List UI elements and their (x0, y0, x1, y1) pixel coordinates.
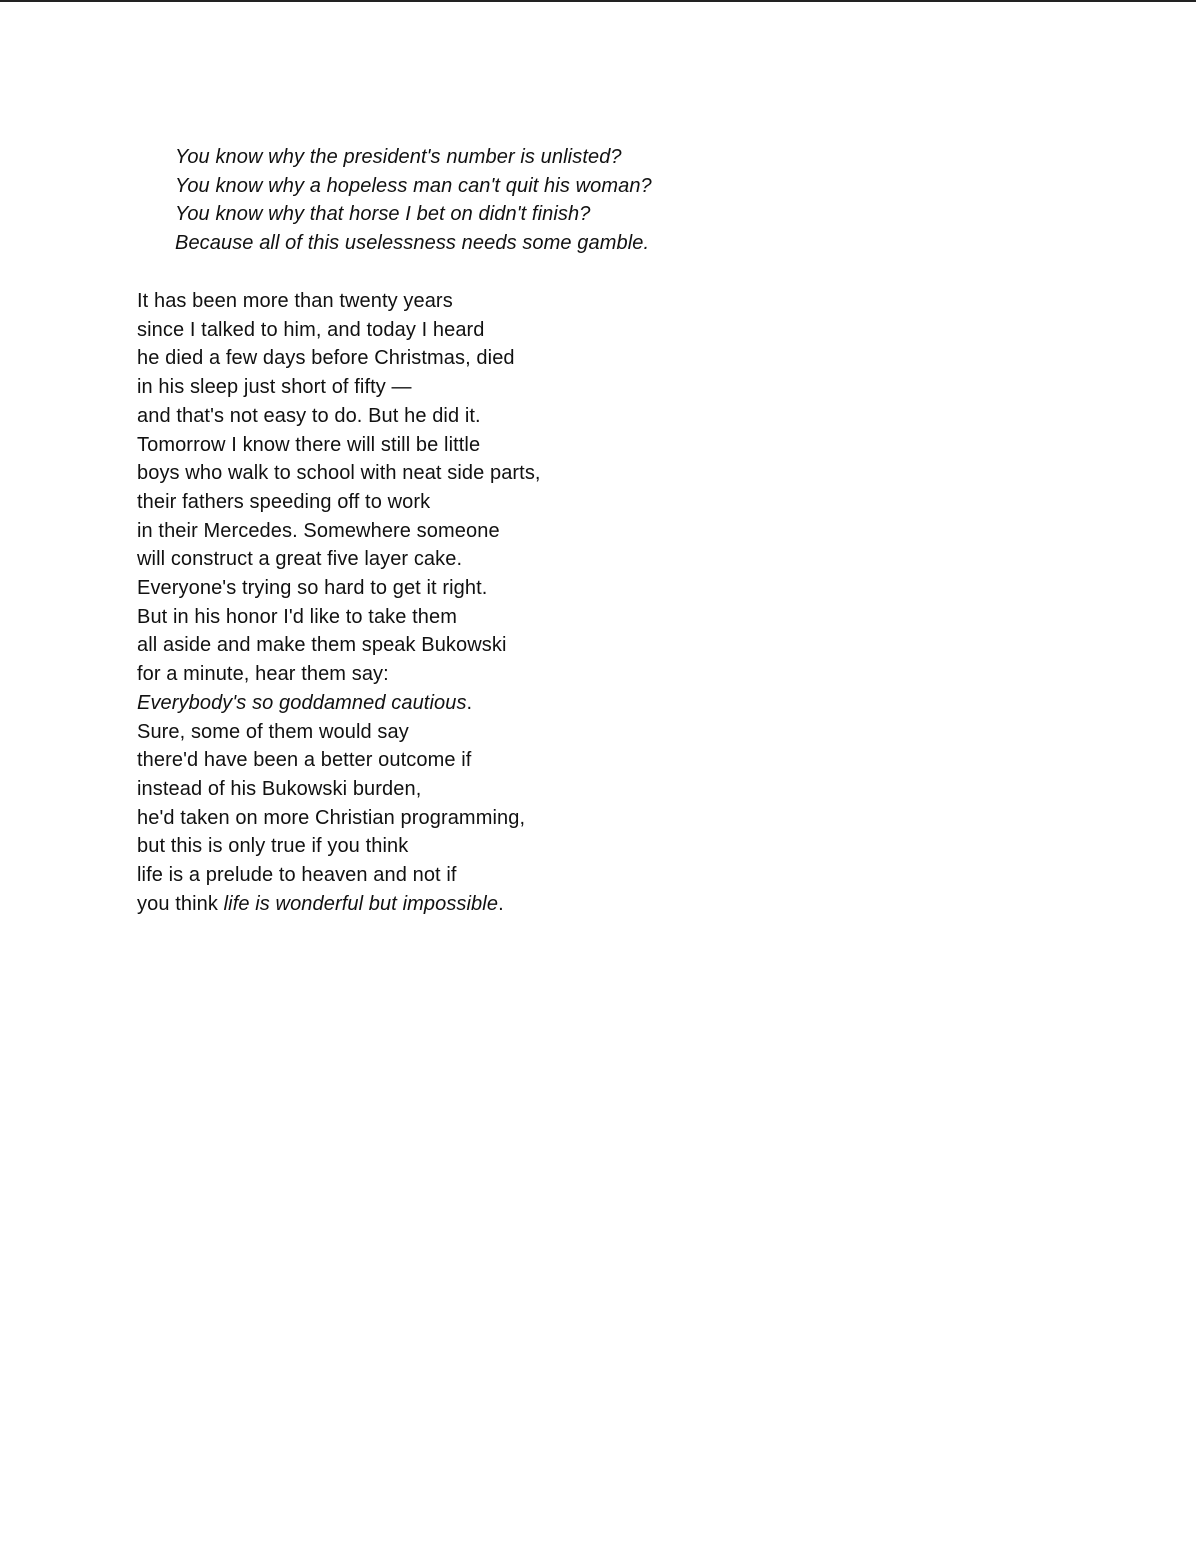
poem-line: boys who walk to school with neat side parts, (137, 462, 541, 485)
epigraph-line: You know why that horse I bet on didn't finish? (175, 203, 591, 226)
poem-line: he'd taken on more Christian programming, (137, 806, 526, 829)
poem-line-cautious (137, 689, 541, 718)
poem-line: for a minute, hear them say: (137, 663, 389, 686)
poem-line: since I talked to him, and today I heard (137, 318, 485, 341)
line-punctuation: . (466, 691, 473, 714)
poem-line: but this is only true if you think (137, 835, 409, 858)
poem-line: will construct a great five layer cake. (137, 548, 463, 571)
poem-line: in their Mercedes. Somewhere someone (137, 519, 500, 542)
poem-line: Sure, some of them would say (137, 720, 409, 743)
poem-line: there'd have been a better outcome if (137, 749, 472, 772)
poem-line: all aside and make them speak Bukowski (137, 634, 507, 657)
poem-line: he died a few days before Christmas, died (137, 347, 515, 370)
line-punctuation: . (498, 892, 504, 915)
poem-line: life is a prelude to heaven and not if (137, 864, 457, 887)
poem-line: But in his honor I'd like to take them (137, 605, 458, 628)
poem-line-final (137, 890, 541, 919)
epigraph-stanza (175, 143, 652, 258)
epigraph-line: You know why the president's number is unlisted? (175, 146, 622, 168)
poem-line: instead of his Bukowski burden, (137, 777, 422, 800)
poem-line: It has been more than twenty years (137, 290, 453, 312)
poem-line: Everyone's trying so hard to get it right. (137, 577, 488, 600)
epigraph-line: Because all of this uselessness needs some gamble. (175, 232, 650, 255)
italic-quote: Everybody's so goddamned cautious (137, 691, 467, 714)
poem-body (137, 287, 541, 918)
poem-line: and that's not easy to do. But he did it. (137, 404, 481, 427)
poem-line: Tomorrow I know there will still be little (137, 433, 481, 456)
poem-line: in his sleep just short of fifty — (137, 376, 412, 399)
italic-quote: life is wonderful but impossible (223, 892, 499, 915)
epigraph-line: You know why a hopeless man can't quit his woman? (175, 174, 652, 197)
poem-line: their fathers speeding off to work (137, 490, 431, 513)
line-lead: you think (137, 892, 224, 915)
